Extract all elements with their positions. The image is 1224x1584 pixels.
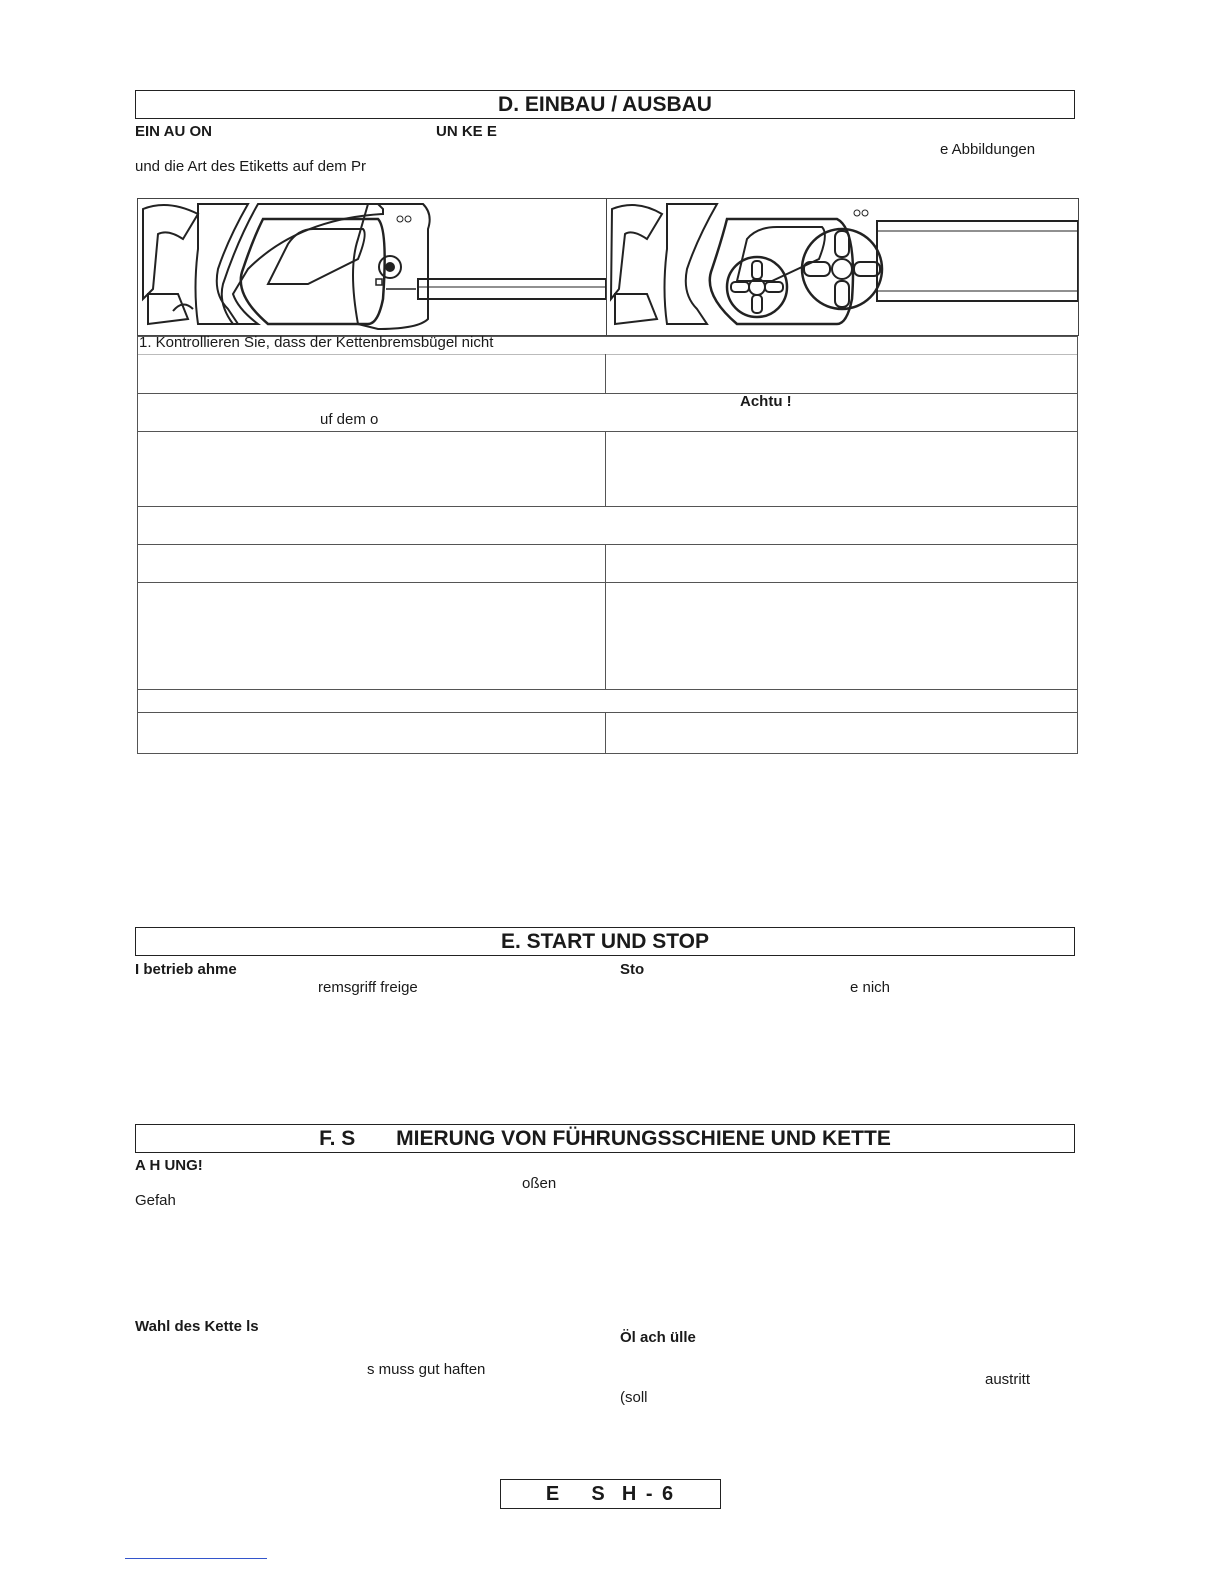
section-e-title: E. START UND STOP [135,927,1075,956]
section-d-heading-left: EIN AU ON [135,123,212,140]
section-f-gefahr: Gefah [135,1192,176,1209]
section-e-left-heading: I betrieb ahme [135,961,237,978]
chainsaw-closed-illustration [138,199,606,335]
row-3-left-text: uf dem o [320,411,379,428]
row-3-achtung: Achtu ! [740,393,792,410]
table-col-divider-2 [605,431,606,506]
section-f-right-heading: Öl ach ülle [620,1329,696,1346]
table-col-divider-4 [605,712,606,753]
section-e-right-text: e nich [850,979,891,996]
figure-chainsaw-cover-closed [137,198,607,336]
section-d-heading-mid: UN KE E [436,123,497,140]
table-row-line-2 [137,393,1078,394]
section-d-intro-right: e Abbildungen [940,141,1036,158]
figure-chainsaw-cover-open [606,198,1079,336]
page-number-box: E S H - 6 [500,1479,721,1509]
section-f-title: F. S MIERUNG VON FÜHRUNGSSCHIENE UND KETTE [135,1124,1075,1153]
section-f-left-text: s muss gut haften [367,1361,486,1378]
table-col-divider-1 [605,354,606,393]
section-e-left-text: remsgriff freige [318,979,418,996]
table-row-line-7 [137,689,1078,690]
section-f-left-heading: Wahl des Kette ls [135,1318,259,1335]
table-col-divider-3 [605,544,606,689]
table-border-bottom [137,753,1078,754]
section-d-title: D. EINBAU / AUSBAU [135,90,1075,119]
section-f-right-text-1: austritt [985,1371,1031,1388]
section-f-warning: A H UNG! [135,1157,203,1174]
table-row-line-5 [137,544,1078,545]
table-row-line-8 [137,712,1078,713]
chainsaw-open-illustration [607,199,1078,335]
table-border-right [1077,336,1078,754]
table-row-line-4 [137,506,1078,507]
step-1-text: 1. Kontrollieren Sie, dass der Kettenbremsbügel nicht [139,334,494,351]
table-row-line-1 [137,354,1078,355]
section-f-right-text-2: (soll [620,1389,648,1406]
table-row-line-6 [137,582,1078,583]
footer-rule [125,1558,267,1559]
section-f-warning-text: oßen [522,1175,557,1192]
section-e-right-heading: Sto [620,961,645,978]
section-d-intro-line2: und die Art des Etiketts auf dem Pr [135,158,366,175]
table-border-left [137,336,138,754]
table-row-line-3 [137,431,1078,432]
